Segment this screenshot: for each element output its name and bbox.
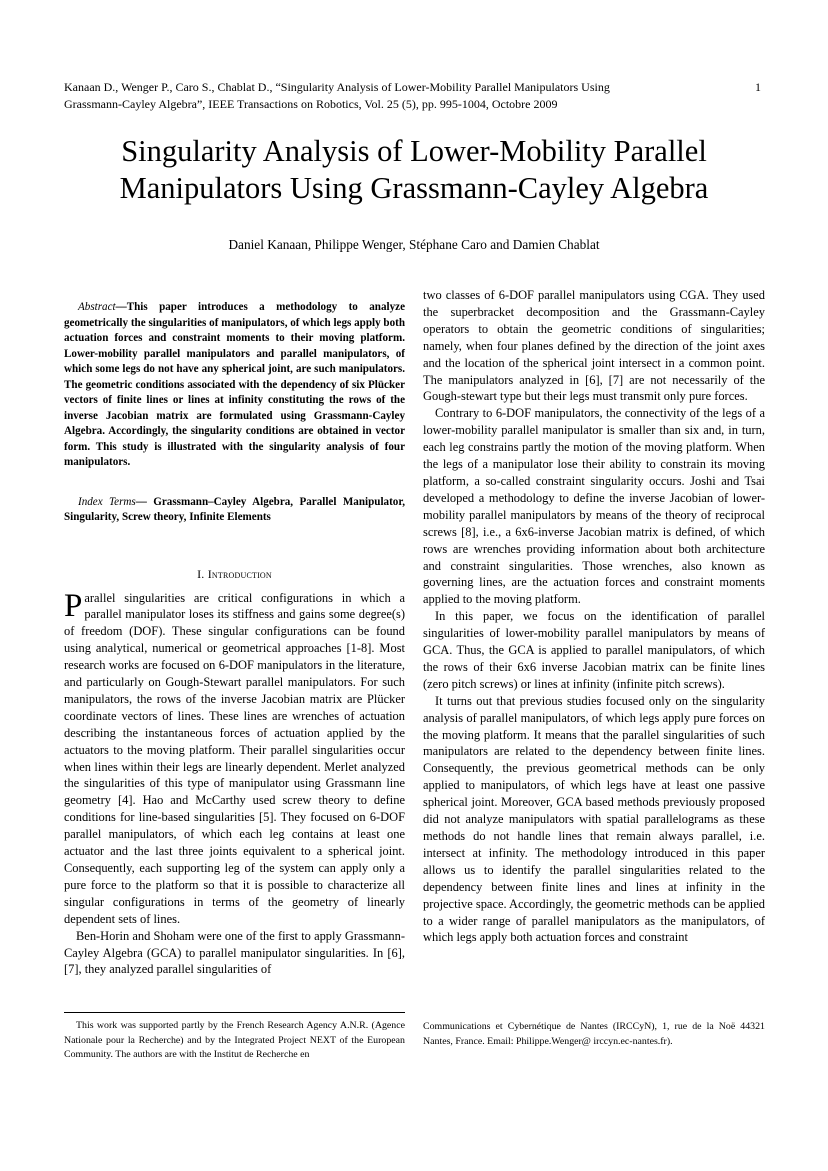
index-terms [64, 495, 405, 526]
footnote-left [64, 1012, 405, 1063]
author-list: Daniel Kanaan, Philippe Wenger, Stéphane Caro and Damien Chablat [228, 237, 600, 252]
title-line-2: Manipulators Using Grassmann-Cayley Algebra [119, 171, 709, 205]
intro-paragraph-1 [64, 587, 405, 928]
page-number: 1 [755, 80, 761, 94]
footnote-text-right: Communications et Cybernétique de Nantes (IRCCyN), 1, rue de la Noë 44321 Nantes, France. Email: Philippe.Wenger@ irccyn.ec-nantes.fr). [423, 1021, 765, 1047]
paper-title [40, 133, 788, 207]
left-column [64, 300, 405, 978]
index-terms-label: Index Terms [78, 495, 136, 508]
abstract-text: —This paper introduces a methodology to analyze geometrically the singularities of manipulators, of which legs apply both actuation forces and constraint moments to their moving platform. Lower-mobility parallel manipulators and parallel manipulators, of which some legs do not have any spherical joint, are such manipulators. The geometric conditions associated with the dependency of six Plücker vectors of finite lines or lines at infinity constituting the rows of the inverse Jacobian matrix are formulated using Grassmann-Cayley Algebra. Accordingly, the singularity conditions are obtained in vector form. This study is illustrated with the singularity analysis of four manipulators. [64, 301, 405, 468]
section-heading-introduction [64, 566, 405, 582]
footnote-text-left: This work was supported partly by the French Research Agency A.N.R. (Agence Nationale pour la Recherche) and by the Integrated Project NEXT of the European Community. The authors are with the Institut de Recherche en [64, 1020, 405, 1060]
drop-cap: P [64, 587, 83, 624]
intro-paragraph-5: It turns out that previous studies focused only on the singularity analysis of parallel manipulators, of which legs apply pure forces on the moving platform. It means that the parallel singularities of such manipulators are related to the dependency between finite lines. Consequently, the previous geometrical methods can be only applied to manipulators, of which legs have at least one passive spherical joint. Moreover, GCA based methods previously proposed did not analyze manipulators with spatial parallelograms as these methods do not handle lines that remain always parallel, i.e. intersect at infinity. The methodology introduced in this paper allows us to identify the parallel singularities related to the dependency between finite lines and lines at infinity in the projective space. Accordingly, the geometric methods can be applied to a wider range of parallel manipulators as the manipulators, of which legs apply both actuation forces and constraint [423, 693, 765, 945]
intro-paragraph-2-continued: two classes of 6-DOF parallel manipulators using CGA. They used the superbracket decomposition and the Grassmann-Cayley operators to obtain the geometric conditions of singularities; namely, when four planes defined by the direction of the joint axes and the location of the spherical joint intersect in a common point. The manipulators analyzed in [6], [7] are not necessarily of the Gough-stewart type but their legs must transmit only pure forces. [423, 288, 765, 404]
index-terms-text: — Grassmann–Cayley Algebra, Parallel Manipulator, Singularity, Screw theory, Infinite Elements [64, 495, 405, 523]
right-column [423, 287, 765, 946]
intro-paragraph-2-start: Ben-Horin and Shoham were one of the first to apply Grassmann-Cayley Algebra (GCA) to parallel manipulator singularities. In [6], [7], they analyzed parallel singularities of [64, 928, 405, 977]
section-numeral: I. [197, 566, 205, 581]
running-header-citation [64, 79, 704, 113]
citation-line-2: Grassmann-Cayley Algebra”, IEEE Transactions on Robotics, Vol. 25 (5), pp. 995-1004, Octobre 2009 [64, 97, 558, 111]
abstract-label: Abstract [78, 301, 116, 313]
abstract [64, 300, 405, 471]
footnote-rule [64, 1012, 405, 1013]
title-line-1: Singularity Analysis of Lower-Mobility Parallel [121, 134, 707, 168]
footnote-right [423, 1020, 765, 1049]
section-title: Introduction [207, 566, 272, 581]
intro-paragraph-1-text: arallel singularities are critical configurations in which a parallel manipulator loses its stiffness and gains some degree(s) of freedom (DOF). These singular configurations can be found using analytical, numerical or geometrical approaches [1-8]. Most research works are focused on 6-DOF manipulators in the literature, and particularly on Gough-Stewart parallel manipulators. For such manipulators, the rows of the inverse Jacobian matrix are Plücker coordinate vectors of lines. These lines are wrenches of actuation describing the instantaneous forces of actuation applied by the actuators to the moving platform. Their parallel singularities occur when lines within their legs are linearly dependent. Merlet analyzed the singularities of this type of manipulator using Grassmann line geometry [4]. Hao and McCarthy used screw theory to define conditions for line-based singularities [5]. They focused on 6-DOF parallel manipulators, of which each leg contains at least one actuator and the last three joints equivalent to a spherical joint. Consequently, each supporting leg of the system can apply only a pure force to the platform so that it is possible to characterize all singular configurations in terms of the geometry of linearly dependent sets of lines. [64, 590, 405, 926]
intro-paragraph-4: In this paper, we focus on the identification of parallel singularities of lower-mobility parallel manipulators by means of GCA. Thus, the GCA is applied to parallel manipulators, of which the rows of their 6x6 inverse Jacobian matrix can be finite lines (zero pitch screws) or lines at infinity (infinite pitch screws). [423, 609, 765, 691]
citation-line-1: Kanaan D., Wenger P., Caro S., Chablat D., “Singularity Analysis of Lower-Mobility Parallel Manipulators Using [64, 80, 610, 94]
intro-paragraph-3: Contrary to 6-DOF manipulators, the connectivity of the legs of a lower-mobility parallel manipulator is smaller than six and, in turn, each leg constrains partly the motion of the moving platform. When the legs of a manipulator lose their ability to constrain its moving platform, a so-called constraint singularity occurs. Joshi and Tsai developed a methodology to define the inverse Jacobian of lower-mobility parallel manipulators by means of the theory of reciprocal screws [8], i.e., a 6x6-inverse Jacobian matrix is defined, of which rows are wrenches providing information about both architecture and constraint singularities. Those wrenches, also known as governing lines, are the actuation forces and constraint moments applied to the moving platform. [423, 406, 765, 607]
